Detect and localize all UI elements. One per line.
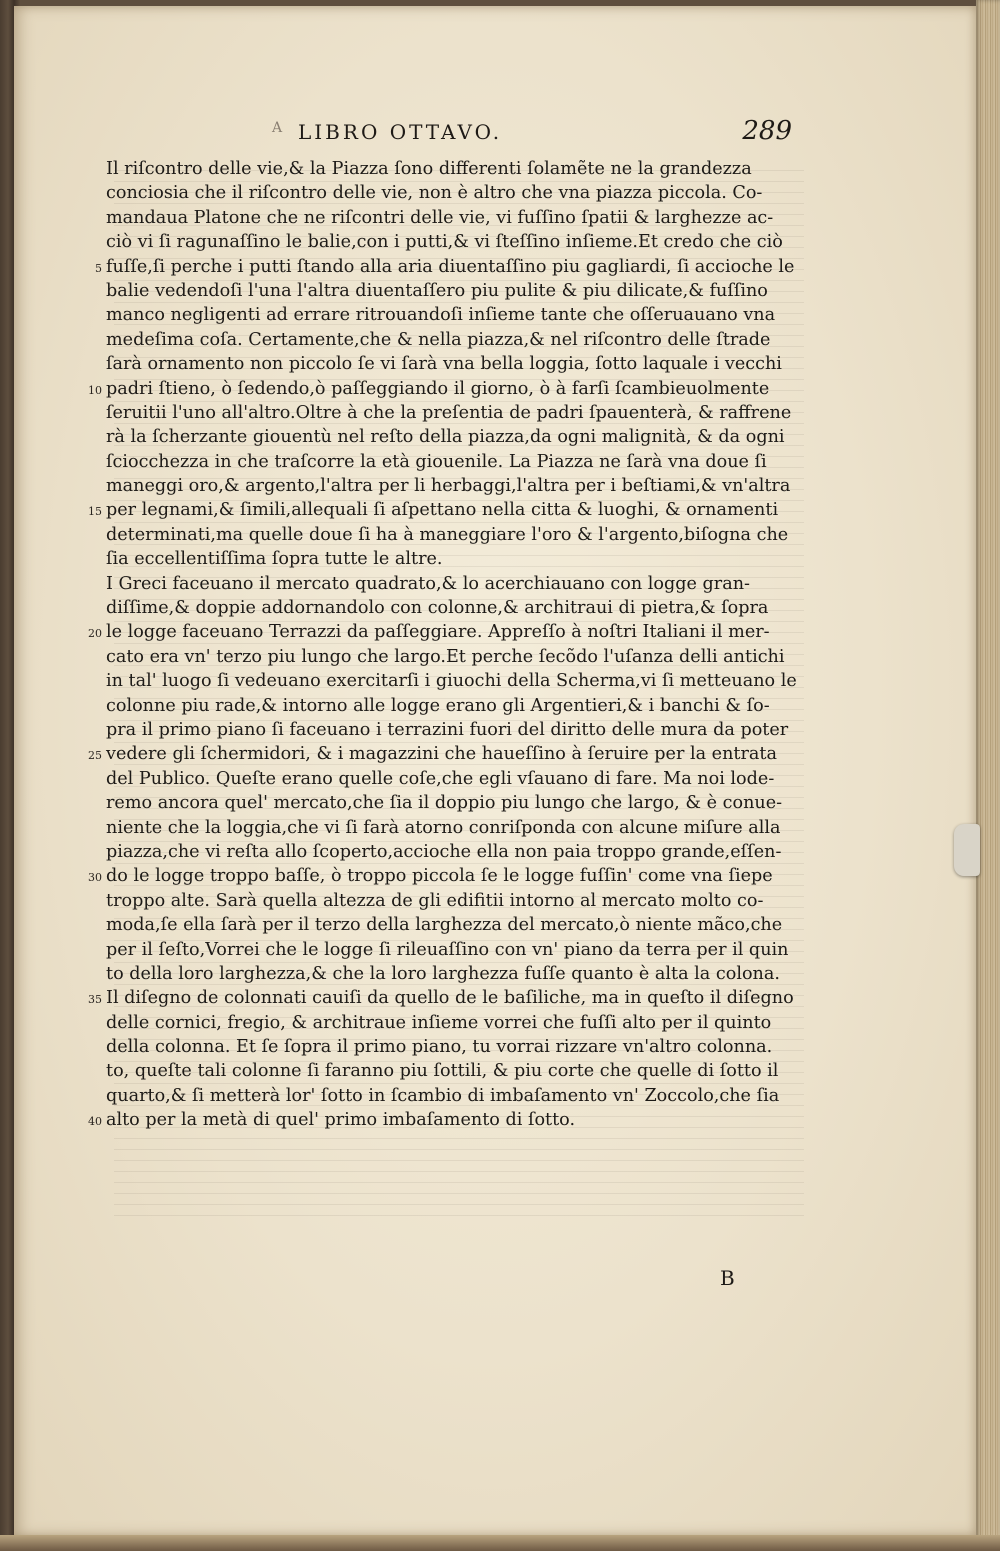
text-line <box>95 255 796 279</box>
line-text: medeſima coſa. Certamente,che & nella piazza,& nel riſcontro delle ſtrade <box>106 329 771 350</box>
text-line <box>106 181 796 205</box>
text-line <box>106 1011 796 1035</box>
line-number: 25 <box>88 749 102 763</box>
running-head-mark: A <box>272 120 286 136</box>
text-line <box>106 962 796 986</box>
text-line <box>106 303 796 327</box>
line-text: maneggi oro,& argento,l'altra per li herbaggi,l'altra per i beſtiami,& vn'altra <box>106 476 791 497</box>
line-text: padri ſtieno, ò ſedendo,ò paſſeggiando il giorno, ò à farſi ſcambieuolmente <box>106 378 770 399</box>
body-text <box>88 157 797 1133</box>
line-text: per il ſeſto,Vorrei che le logge ſi rileuaſſino con vn' piano da terra per il quin <box>106 939 789 960</box>
line-text: conciosia che il riſcontro delle vie, non è altro che vna piazza piccola. Co- <box>106 183 763 204</box>
text-line <box>106 206 796 230</box>
text-line <box>88 377 796 401</box>
line-text: to, queſte tali colonne ſi faranno piu ſottili, & piu corte che quelle di ſotto il <box>106 1061 779 1082</box>
text-line <box>106 669 796 693</box>
line-text: ciò vi ſi ragunaſſino le balie,con i putti,& vi ſteſſino inſieme.Et credo che ciò <box>106 232 783 253</box>
text-line <box>88 742 796 766</box>
line-text: per legnami,& ſimili,allequali ſi aſpettano nella citta & luoghi, & ornamenti <box>106 500 779 521</box>
text-line <box>106 157 796 181</box>
line-text: rà la ſcherzante giouentù nel reſto della piazza,da ogni malignità, & da ogni <box>106 427 785 448</box>
text-line <box>106 425 796 449</box>
text-line <box>106 352 796 376</box>
line-text: quarto,& ſi metterà lor' ſotto in ſcambio di imbaſamento vn' Zoccolo,che ſia <box>106 1085 780 1106</box>
text-line <box>106 1059 796 1083</box>
page-bottom-edge <box>0 1535 1000 1551</box>
line-text: ſeruitii l'uno all'altro.Oltre à che la preſentia de padri ſpauenterà, & raffrene <box>106 402 792 423</box>
text-line <box>106 450 796 474</box>
text-line <box>106 718 796 742</box>
line-text: della colonna. Et ſe ſopra il primo piano, tu vorrai rizzare vn'altro colonna. <box>106 1037 773 1058</box>
text-line <box>106 767 796 791</box>
line-text: pra il primo piano ſi faceuano i terrazini fuori del diritto delle mura da poter <box>106 719 789 740</box>
line-text: remo ancora quel' mercato,che ſia il doppio piu lungo che largo, & è conue- <box>106 793 783 814</box>
line-text: le logge faceuano Terrazzi da paſſeggiare. Appreſſo à noſtri Italiani il mer- <box>106 622 770 643</box>
signature-mark: B <box>720 1266 735 1290</box>
line-text: to della loro larghezza,& che la loro larghezza fuſſe quanto è alta la colona. <box>106 963 780 984</box>
line-text: balie vedendoſi l'una l'altra diuentaſſero piu pulite & piu dilicate,& fuſſino <box>106 280 768 301</box>
text-line <box>106 230 796 254</box>
line-text: do le logge troppo baſſe, ò troppo piccola ſe le logge fuſſin' come vna ſiepe <box>106 866 773 887</box>
line-text: Il diſegno de colonnati cauiſi da quello de le baſiliche, ma in queſto il diſegno <box>106 988 794 1009</box>
page-tab-marker <box>954 824 980 876</box>
line-number: 5 <box>95 261 102 275</box>
line-number: 10 <box>88 383 102 397</box>
line-number: 20 <box>88 627 102 641</box>
text-line <box>106 279 796 303</box>
text-line <box>106 596 796 620</box>
text-line <box>106 694 796 718</box>
line-text: fuſſe,ſi perche i putti ſtando alla aria diuentaſſino piu gagliardi, ſi accioche le <box>106 256 795 277</box>
line-text: del Publico. Queſte erano quelle coſe,che egli vſauano di fare. Ma noi lode- <box>106 768 775 789</box>
line-text: manco negligenti ad errare ritrouandoſi inſieme tante che oſſeruauano vna <box>106 305 776 326</box>
text-line <box>106 328 796 352</box>
text-line <box>88 1108 796 1132</box>
line-text: niente che la loggia,che vi ſi farà atorno conriſponda con alcune miſure alla <box>106 817 781 838</box>
line-text: Il riſcontro delle vie,& la Piazza ſono differenti ſolamẽte ne la grandezza <box>106 159 752 179</box>
text-line <box>106 572 796 596</box>
running-head-title: LIBRO OTTAVO. <box>298 120 503 144</box>
text-line <box>106 913 796 937</box>
text-line <box>88 986 796 1010</box>
text-line <box>88 498 796 522</box>
line-text: moda,ſe ella ſarà per il terzo della larghezza del mercato,ò niente mãco,che <box>106 915 783 936</box>
text-line <box>106 840 796 864</box>
line-text: ſia eccellentiſſima ſopra tutte le altre. <box>106 549 443 570</box>
line-text: I Greci faceuano il mercato quadrato,& lo acerchiauano con logge gran- <box>106 573 750 594</box>
text-line <box>106 547 796 571</box>
running-head <box>272 116 792 150</box>
line-text: ſciocchezza in che traſcorre la età giouenile. La Piazza ne ſarà vna doue ſi <box>106 451 767 472</box>
line-text: ſarà ornamento non piccolo ſe vi ſarà vna bella loggia, ſotto laquale i vecchi <box>106 354 782 375</box>
text-line <box>106 645 796 669</box>
line-text: mandaua Platone che ne riſcontri delle vie, vi fuſſino ſpatii & larghezze ac- <box>106 207 774 228</box>
line-number: 35 <box>88 993 102 1007</box>
line-text: alto per la metà di quel' primo imbaſamento di ſotto. <box>106 1110 576 1131</box>
text-line <box>106 523 796 547</box>
text-line <box>88 864 796 888</box>
text-line <box>106 816 796 840</box>
line-text: determinati,ma quelle doue ſi ha à maneggiare l'oro & l'argento,biſogna che <box>106 524 789 545</box>
text-line <box>106 401 796 425</box>
page-number: 289 <box>742 116 792 146</box>
line-text: troppo alte. Sarà quella altezza de gli edifitii intorno al mercato molto co- <box>106 890 764 911</box>
text-line <box>106 938 796 962</box>
text-line <box>106 474 796 498</box>
text-line <box>106 1035 796 1059</box>
line-text: vedere gli ſchermidori, & i magazzini che haueſſino à ſeruire per la entrata <box>106 744 777 765</box>
line-text: delle cornici, fregio, & architraue inſieme vorrei che fuſſi alto per il quinto <box>106 1012 772 1033</box>
text-line <box>88 620 796 644</box>
line-text: in tal' luogo ſi vedeuano exercitarſi i giuochi della Scherma,vi ſi metteuano le <box>106 671 797 692</box>
line-number: 15 <box>88 505 102 519</box>
text-line <box>106 889 796 913</box>
text-line <box>106 1084 796 1108</box>
line-text: cato era vn' terzo piu lungo che largo.Et perche ſecõdo l'uſanza delli antichi <box>106 646 785 667</box>
page-fore-edge <box>976 0 1000 1551</box>
line-text: diſſime,& doppie addornandolo con colonne,& architraui di pietra,& ſopra <box>106 598 769 619</box>
line-text: piazza,che vi reſta allo ſcoperto,accioche ella non paia troppo grande,eſſen- <box>106 841 782 862</box>
line-number: 30 <box>88 871 102 885</box>
line-text: colonne piu rade,& intorno alle logge erano gli Argentieri,& i banchi & ſo- <box>106 695 770 716</box>
line-number: 40 <box>88 1115 102 1129</box>
text-line <box>106 791 796 815</box>
